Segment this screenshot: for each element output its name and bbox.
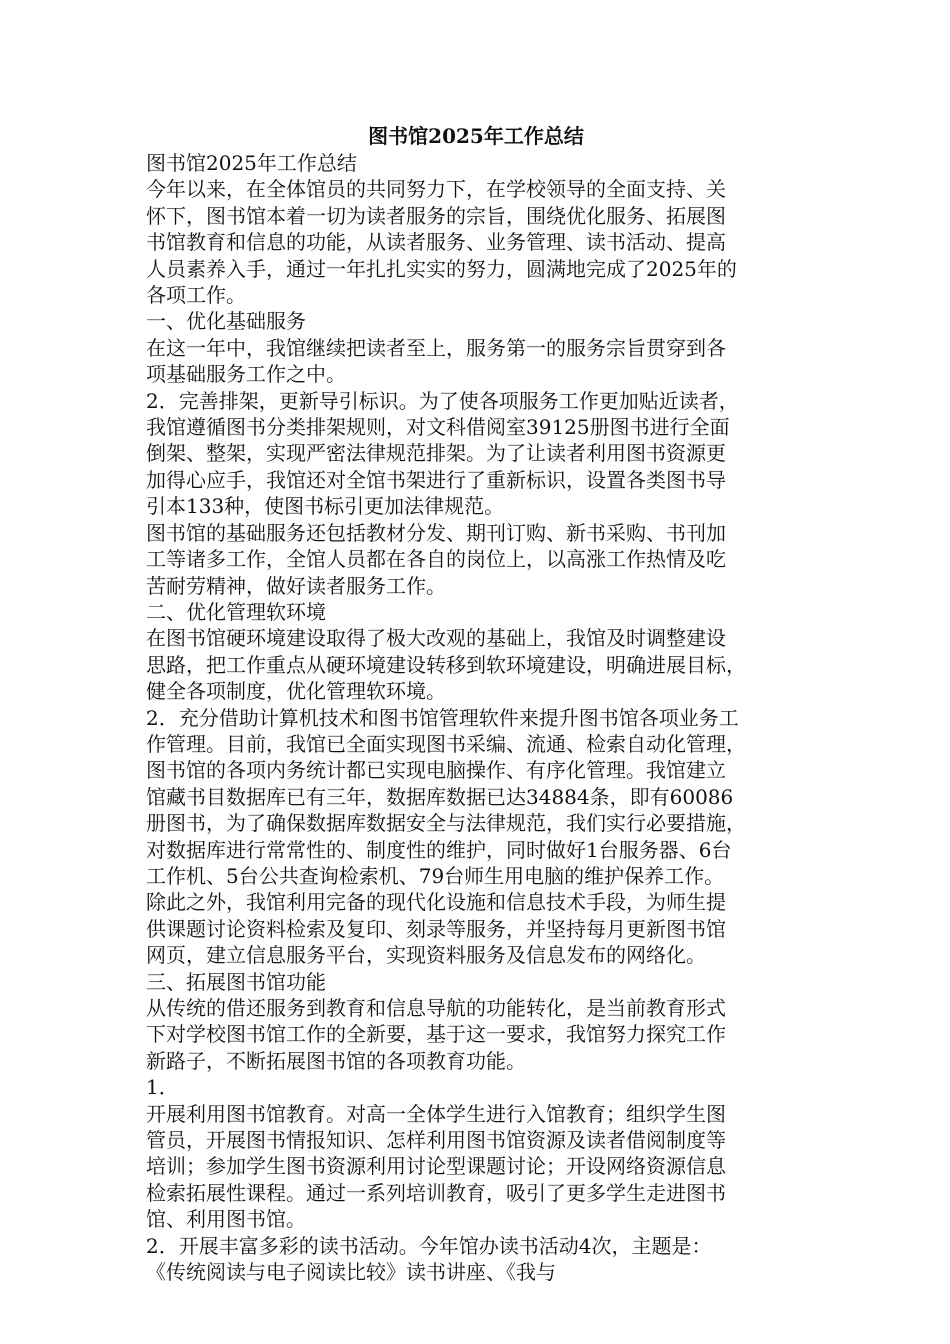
text-line: 工等诸多工作，全馆人员都在各自的岗位上，以高涨工作热情及吃 — [146, 547, 726, 572]
text-line: 对数据库进行常常性的、制度性的维护，同时做好1台服务器、6台 — [146, 837, 732, 862]
document-title: 图书馆2025年工作总结 — [368, 124, 584, 148]
text-line: 从传统的借还服务到教育和信息导航的功能转化，是当前教育形式 — [146, 996, 726, 1020]
text-line: 引本133种，使图书标引更加法律规范。 — [146, 494, 505, 519]
text-line: 2．充分借助计算机技术和图书馆管理软件来提升图书馆各项业务工 — [146, 705, 739, 730]
text-line: 供课题讨论资料检索及复印、刻录等服务，并坚持每月更新图书馆 — [146, 916, 726, 941]
text-line: 加得心应手，我馆还对全馆书架进行了重新标识，设置各类图书导 — [146, 467, 726, 492]
text-line: 2．开展丰富多彩的读书活动。今年馆办读书活动4次，主题是： — [146, 1233, 712, 1258]
text-line: 怀下，图书馆本着一切为读者服务的宗旨，围绕优化服务、拓展图 — [146, 203, 726, 228]
text-line: 人员素养入手，通过一年扎扎实实的努力，圆满地完成了2025年的 — [146, 256, 737, 281]
text-line: 一、优化基础服务 — [146, 309, 306, 334]
text-line: 三、拓展图书馆功能 — [146, 969, 326, 994]
text-line: 培训；参加学生图书资源利用讨论型课题讨论；开设网络资源信息 — [146, 1154, 726, 1179]
text-line: 项基础服务工作之中。 — [146, 362, 346, 387]
text-line: 作管理。目前，我馆已全面实现图书采编、流通、检索自动化管理， — [146, 731, 746, 756]
text-line: 1． — [146, 1075, 179, 1100]
text-line: 开展利用图书馆教育。对高一全体学生进行入馆教育；组织学生图 — [146, 1101, 726, 1126]
text-line: 2．完善排架，更新导引标识。为了使各项服务工作更加贴近读者， — [146, 388, 739, 413]
text-line: 图书馆的基础服务还包括教材分发、期刊订购、新书采购、书刊加 — [146, 520, 726, 545]
text-line: 二、优化管理软环境 — [146, 599, 326, 624]
document-body — [146, 150, 806, 1285]
text-line: 在图书馆硬环境建设取得了极大改观的基础上，我馆及时调整建设 — [146, 626, 726, 651]
text-line: 图书馆2025年工作总结 — [146, 151, 357, 175]
text-line: 下对学校图书馆工作的全新要，基于这一要求，我馆努力探究工作 — [146, 1022, 726, 1047]
text-line: 在这一年中，我馆继续把读者至上，服务第一的服务宗旨贯穿到各 — [146, 335, 726, 360]
text-line: 图书馆的各项内务统计都已实现电脑操作、有序化管理。我馆建立 — [146, 758, 726, 783]
text-line: 新路子，不断拓展图书馆的各项教育功能。 — [146, 1048, 526, 1073]
text-line: 各项工作。 — [146, 283, 246, 308]
text-line: 馆藏书目数据库已有三年，数据库数据已达34884条，即有60086 — [146, 784, 734, 809]
text-line: 健全各项制度，优化管理软环境。 — [146, 679, 446, 704]
text-line: 除此之外，我馆利用完备的现代化设施和信息技术手段，为师生提 — [146, 890, 726, 915]
document-page — [146, 122, 806, 1285]
text-line: 《传统阅读与电子阅读比较》读书讲座、《我与 — [146, 1260, 556, 1285]
text-line: 管员，开展图书情报知识、怎样利用图书馆资源及读者借阅制度等 — [146, 1128, 726, 1153]
text-line: 网页，建立信息服务平台，实现资料服务及信息发布的网络化。 — [146, 943, 706, 968]
text-line: 思路，把工作重点从硬环境建设转移到软环境建设，明确进展目标， — [146, 652, 746, 677]
text-line: 书馆教育和信息的功能，从读者服务、业务管理、读书活动、提高 — [146, 230, 726, 255]
text-line: 册图书，为了确保数据库数据安全与法律规范，我们实行必要措施， — [146, 811, 746, 836]
text-line: 工作机、5台公共查询检索机、79台师生用电脑的维护保养工作。 — [146, 863, 725, 888]
text-line: 苦耐劳精神，做好读者服务工作。 — [146, 573, 446, 598]
text-line: 我馆遵循图书分类排架规则，对文科借阅室39125册图书进行全面 — [146, 415, 730, 440]
text-line: 倒架、整架，实现严密法律规范排架。为了让读者利用图书资源更 — [146, 441, 726, 466]
text-line: 馆、利用图书馆。 — [146, 1207, 306, 1232]
text-line: 今年以来，在全体馆员的共同努力下，在学校领导的全面支持、关 — [146, 177, 726, 202]
text-line: 检索拓展性课程。通过一系列培训教育，吸引了更多学生走进图书 — [146, 1180, 726, 1205]
